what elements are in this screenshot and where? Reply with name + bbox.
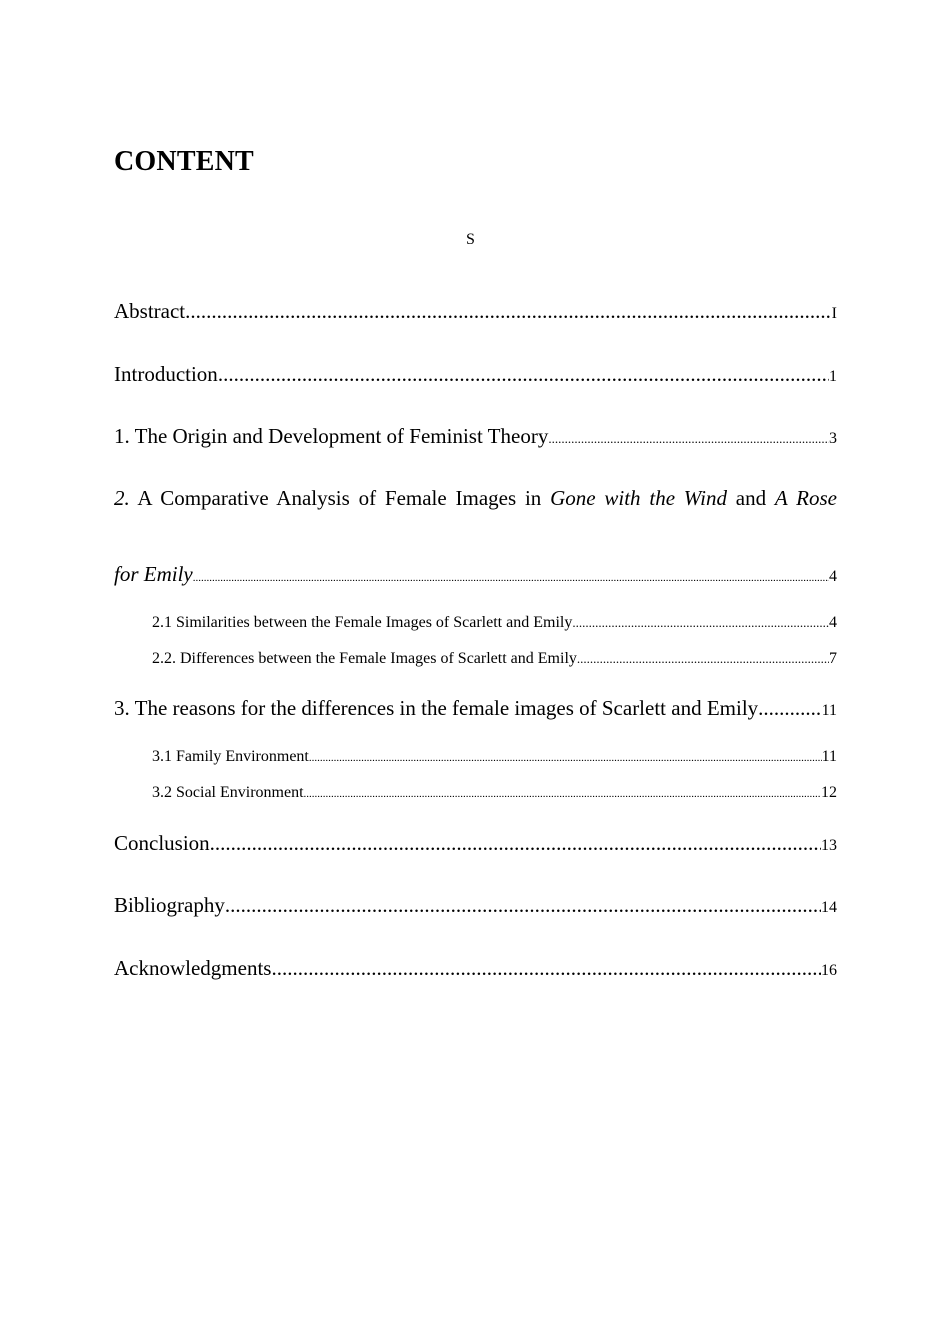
toc-page-number: 4 bbox=[829, 614, 837, 631]
dot-leader bbox=[548, 425, 829, 453]
dot-leader bbox=[758, 694, 821, 722]
toc-entry-section-2-2[interactable] bbox=[152, 648, 837, 670]
toc-entry-chapter-2-line-1[interactable] bbox=[114, 484, 837, 512]
dot-leader bbox=[185, 297, 832, 325]
toc-entry-title: 2.1 Similarities between the Female Images of Scarlett and Emily bbox=[152, 614, 573, 631]
toc-entry-title: 1. The Origin and Development of Feminist Theory bbox=[114, 424, 549, 448]
toc-entry-title: 3.2 Social Environment bbox=[152, 784, 304, 801]
toc-page-number: 4 bbox=[829, 568, 837, 585]
toc-entry-title: 3. The reasons for the differences in the female images of Scarlett and Emily bbox=[114, 696, 759, 720]
toc-page-number: 1 bbox=[829, 368, 837, 385]
toc-entry-chapter-1[interactable] bbox=[114, 422, 837, 453]
toc-entry-acknowledgments[interactable] bbox=[114, 954, 837, 985]
dot-leader bbox=[218, 360, 829, 388]
toc-page-number: 7 bbox=[829, 650, 837, 667]
work-title: Gone with the Wind bbox=[550, 486, 727, 510]
toc-entry-chapter-2-line-2[interactable] bbox=[114, 560, 837, 592]
toc-chapter-number: 2. bbox=[114, 486, 130, 510]
page-title: CONTENT bbox=[114, 146, 254, 177]
toc-entry-chapter-3[interactable] bbox=[114, 694, 837, 725]
toc-entry-title: Bibliography bbox=[114, 893, 225, 917]
dot-leader bbox=[210, 829, 821, 857]
toc-entry-title: 2.2. Differences between the Female Images of Scarlett and Emily bbox=[152, 650, 577, 667]
toc-entry-abstract[interactable] bbox=[114, 297, 837, 328]
dot-leader bbox=[225, 891, 821, 919]
toc-entry-section-3-2[interactable] bbox=[152, 782, 837, 805]
toc-entry-title: Introduction bbox=[114, 362, 218, 386]
dot-leader bbox=[309, 747, 822, 769]
dot-leader bbox=[271, 954, 821, 982]
toc-entry-introduction[interactable] bbox=[114, 360, 837, 391]
work-title: A Rose bbox=[774, 486, 837, 510]
toc-entry-section-3-1[interactable] bbox=[152, 746, 837, 769]
toc-entry-title: Abstract bbox=[114, 299, 186, 323]
toc-entry-title: Conclusion bbox=[114, 831, 210, 855]
toc-page-number: 16 bbox=[821, 962, 837, 979]
toc-page-number: 13 bbox=[821, 837, 837, 854]
toc-entry-bibliography[interactable] bbox=[114, 891, 837, 922]
dot-leader bbox=[572, 612, 829, 634]
dot-leader bbox=[304, 783, 821, 805]
toc-page-number: 11 bbox=[821, 702, 837, 719]
toc-entry-text: and bbox=[726, 486, 775, 510]
toc-entry-section-2-1[interactable] bbox=[152, 612, 837, 634]
toc-page-number: 14 bbox=[821, 899, 837, 916]
toc-page-number: 11 bbox=[821, 748, 837, 765]
toc-entry-conclusion[interactable] bbox=[114, 829, 837, 860]
toc-entry-text: A Comparative Analysis of Female Images in bbox=[129, 486, 551, 510]
toc-page-number: 12 bbox=[821, 784, 837, 801]
dot-leader bbox=[577, 648, 829, 670]
dot-leader bbox=[193, 564, 829, 592]
toc-page-number: 3 bbox=[829, 430, 837, 447]
toc-entry-title: 3.1 Family Environment bbox=[152, 748, 309, 765]
stray-letter: S bbox=[466, 231, 475, 248]
work-title: for Emily bbox=[114, 562, 193, 586]
toc-entry-title: Acknowledgments bbox=[114, 956, 272, 980]
toc-page-number: I bbox=[831, 305, 837, 322]
